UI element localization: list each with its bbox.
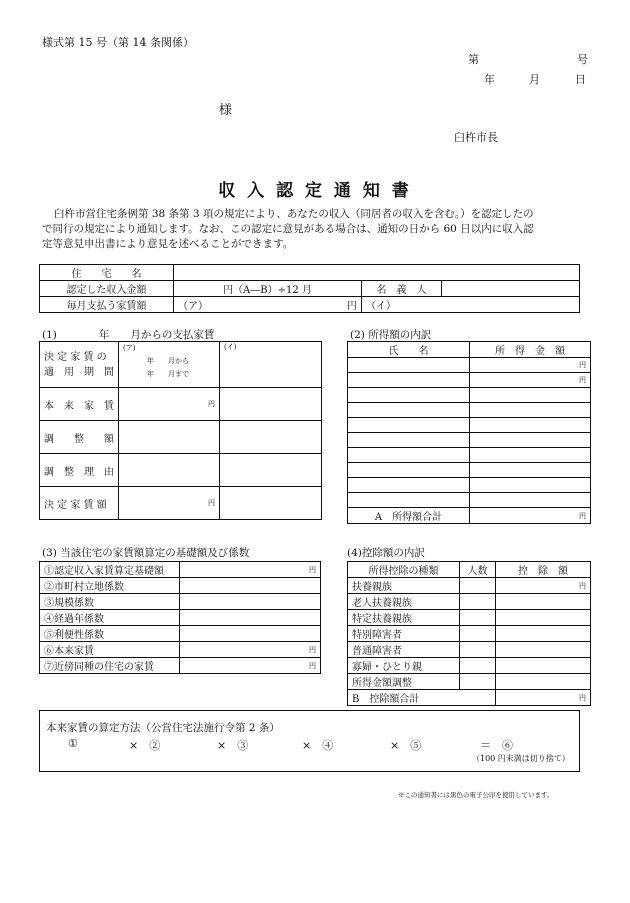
deduction-row <box>348 674 591 690</box>
period-label <box>40 342 119 388</box>
deduction-amount[interactable] <box>496 674 591 690</box>
formula-term: × ⑤ <box>390 739 422 752</box>
period-a-label: (ア) <box>123 344 136 352</box>
rent-i: （イ） <box>362 297 580 313</box>
income-name-header: 氏 名 <box>348 342 470 358</box>
income-total-amount[interactable]: 円 <box>470 508 591 524</box>
basis-row <box>40 594 321 610</box>
income-formula: 円（A―B）÷12 月 <box>174 281 362 297</box>
period-i[interactable] <box>220 342 322 388</box>
reason-i[interactable] <box>220 454 322 487</box>
deduction-row <box>348 626 591 642</box>
basis-row <box>40 642 321 658</box>
income-amount-cell[interactable] <box>470 403 591 418</box>
deduction-count[interactable] <box>460 594 496 610</box>
document-title: 収 入 認 定 通 知 書 <box>218 181 412 201</box>
intro-line: 臼杵市営住宅条例第 38 条第 3 項の規定により、あなたの収入（同居者の収入を含む。）を認定したの <box>54 208 534 220</box>
intro-line: で同行の規定により通知します。なお、この認定に意見がある場合は、通知の日から 60 日以内に収入認 <box>42 223 534 235</box>
formula-term: × ④ <box>302 739 334 752</box>
deduction-table <box>347 561 591 706</box>
income-amount-cell[interactable] <box>470 388 591 403</box>
rent-a-label: （ア） <box>178 301 208 312</box>
deduction-type-header: 所得控除の種類 <box>348 562 460 578</box>
period-to: 年 月まで <box>147 370 189 378</box>
basis-row <box>40 658 321 674</box>
deduction-row <box>348 578 591 594</box>
adjustment-a[interactable] <box>119 421 220 454</box>
deduction-row <box>348 642 591 658</box>
income-row <box>348 388 591 403</box>
deduction-count[interactable] <box>460 658 496 674</box>
formula-term: ＝ ⑥ <box>480 739 513 752</box>
income-name-cell[interactable] <box>348 358 470 373</box>
income-name-cell[interactable] <box>348 448 470 463</box>
section4-title: (4)控除額の内訳 <box>347 547 425 559</box>
number-suffix: 号 <box>577 53 588 66</box>
income-name-cell[interactable] <box>348 403 470 418</box>
footer-note: ※この通知書には黒色の電子公印を使用しています。 <box>398 791 554 799</box>
deduction-type: 特定扶養親族 <box>348 610 460 626</box>
income-row <box>348 433 591 448</box>
rent-row-label: 調 整 額 <box>40 421 119 454</box>
deduction-type: 所得金額調整 <box>348 674 460 690</box>
deduction-count[interactable] <box>460 674 496 690</box>
rent-row-label: 本 来 家 賃 <box>40 388 119 421</box>
income-amount-cell[interactable] <box>470 448 591 463</box>
deduction-type: 普通障害者 <box>348 642 460 658</box>
income-table <box>347 341 591 524</box>
base-rent-a[interactable]: 円 <box>119 388 220 421</box>
basis-label: ②市町村立地係数 <box>40 578 180 594</box>
form-id: 様式第 15 号（第 14 条関係） <box>42 36 194 49</box>
formula-term: ① <box>68 737 78 750</box>
income-row <box>348 373 591 388</box>
number-prefix: 第 <box>468 53 479 66</box>
income-amount-cell[interactable] <box>470 493 591 508</box>
income-name-cell[interactable] <box>348 433 470 448</box>
basis-row <box>40 562 321 578</box>
deduction-count[interactable] <box>460 578 496 594</box>
income-amount-cell[interactable] <box>470 433 591 448</box>
addressee: 様 <box>219 103 233 118</box>
income-total-row <box>348 508 591 524</box>
basis-label: ④経過年係数 <box>40 610 180 626</box>
period-i-label: (イ) <box>224 343 237 351</box>
income-name-cell[interactable] <box>348 463 470 478</box>
income-amount-cell[interactable] <box>470 478 591 493</box>
basis-value[interactable]: 円 <box>180 642 321 658</box>
deduction-type: 扶養親族 <box>348 578 460 594</box>
deduction-amount[interactable] <box>496 658 591 674</box>
deduction-amount[interactable] <box>496 594 591 610</box>
income-amount-cell[interactable] <box>470 418 591 433</box>
basis-row <box>40 626 321 642</box>
intro-text <box>42 207 592 252</box>
basis-table <box>39 561 321 674</box>
basis-label: ③規模係数 <box>40 594 180 610</box>
date-day: 日 <box>575 73 586 86</box>
intro-line: 定等意見申出書により意見を述べることができます。 <box>42 238 294 250</box>
deduction-row <box>348 610 591 626</box>
deduction-type: 特別障害者 <box>348 626 460 642</box>
date-year: 年 <box>484 73 495 86</box>
deduction-row <box>348 658 591 674</box>
deduction-count[interactable] <box>460 626 496 642</box>
date-month: 月 <box>529 73 540 86</box>
deduction-amount[interactable] <box>496 626 591 642</box>
income-row <box>348 478 591 493</box>
basis-label: ⑥本来家賃 <box>40 642 180 658</box>
deduction-type: 寡婦・ひとり親 <box>348 658 460 674</box>
rent-a-yen: 円 <box>347 301 357 312</box>
deduction-count[interactable] <box>460 610 496 626</box>
deduction-count[interactable] <box>460 642 496 658</box>
income-name-cell[interactable] <box>348 388 470 403</box>
deduction-total-row <box>348 690 591 706</box>
income-label: 認定した収入金額 <box>40 281 174 297</box>
income-name-cell[interactable] <box>348 493 470 508</box>
address-value[interactable] <box>174 265 580 281</box>
period-from: 年 月から <box>147 357 189 365</box>
income-row <box>348 358 591 373</box>
income-row <box>348 448 591 463</box>
basis-value[interactable] <box>180 578 321 594</box>
formula-term: × ③ <box>217 739 249 752</box>
deduction-total-label: B 控除額合計 <box>348 690 496 706</box>
period-label-line: 決 定 家 賃 の <box>44 351 107 363</box>
income-row <box>348 403 591 418</box>
basis-label: ⑤利便性係数 <box>40 626 180 642</box>
deduction-amount-header: 控 除 額 <box>496 562 591 578</box>
section2-title: (2) 所得額の内訳 <box>350 329 432 341</box>
deduction-count-header: 人数 <box>460 562 496 578</box>
deduction-amount[interactable] <box>496 610 591 626</box>
income-row <box>348 418 591 433</box>
section1-title: (1) 年 月からの支払家賃 <box>42 329 215 341</box>
deduction-amount[interactable] <box>496 642 591 658</box>
issuer: 臼杵市長 <box>454 131 498 144</box>
deduction-amount[interactable]: 円 <box>496 578 591 594</box>
basis-label: ⑦近傍同種の住宅の家賃 <box>40 658 180 674</box>
rent-label: 毎月支払う家賃額 <box>40 297 174 313</box>
formula-title: 本来家賃の算定方法（公営住宅法施行令第 2 条） <box>46 722 280 734</box>
income-amount-cell[interactable]: 円 <box>470 358 591 373</box>
period-a[interactable] <box>119 342 220 388</box>
rent-table <box>39 341 322 520</box>
basis-value[interactable] <box>180 626 321 642</box>
formula-term: × ② <box>129 739 161 752</box>
decided-rent-a[interactable]: 円 <box>119 487 220 520</box>
period-label-line: 適 用 期 間 <box>44 366 114 378</box>
deduction-row <box>348 594 591 610</box>
basis-label: ①認定収入家賃算定基礎額 <box>40 562 180 578</box>
income-amount-cell[interactable] <box>470 463 591 478</box>
income-total-label: A 所得額合計 <box>348 508 470 524</box>
basis-value[interactable]: 円 <box>180 658 321 674</box>
income-amount-cell[interactable]: 円 <box>470 373 591 388</box>
rent-row-label: 決 定 家 賃 額 <box>40 487 119 520</box>
deduction-type: 老人扶養親族 <box>348 594 460 610</box>
income-row <box>348 463 591 478</box>
basis-row <box>40 610 321 626</box>
basis-row <box>40 578 321 594</box>
rent-row-label: 調 整 理 由 <box>40 454 119 487</box>
decided-rent-i[interactable] <box>220 487 322 520</box>
basis-value[interactable] <box>180 610 321 626</box>
basis-value[interactable] <box>180 594 321 610</box>
holder-label: 名 義 人 <box>362 281 442 297</box>
reason-a[interactable] <box>119 454 220 487</box>
formula-box <box>39 710 580 772</box>
section3-title: (3) 当該住宅の家賃額算定の基礎額及び係数 <box>42 547 250 559</box>
income-name-cell[interactable] <box>348 373 470 388</box>
deduction-total-amount[interactable]: 円 <box>496 690 591 706</box>
formula-note: （100 円未満は切り捨て） <box>472 754 570 763</box>
income-name-cell[interactable] <box>348 418 470 433</box>
basis-value[interactable]: 円 <box>180 562 321 578</box>
address-label: 住 宅 名 <box>40 265 174 281</box>
income-row <box>348 493 591 508</box>
rent-a <box>174 297 362 313</box>
holder-value[interactable] <box>442 281 580 297</box>
income-amount-header: 所 得 金 額 <box>470 342 591 358</box>
summary-table <box>39 264 580 313</box>
income-name-cell[interactable] <box>348 478 470 493</box>
base-rent-i[interactable] <box>220 388 322 421</box>
adjustment-i[interactable] <box>220 421 322 454</box>
